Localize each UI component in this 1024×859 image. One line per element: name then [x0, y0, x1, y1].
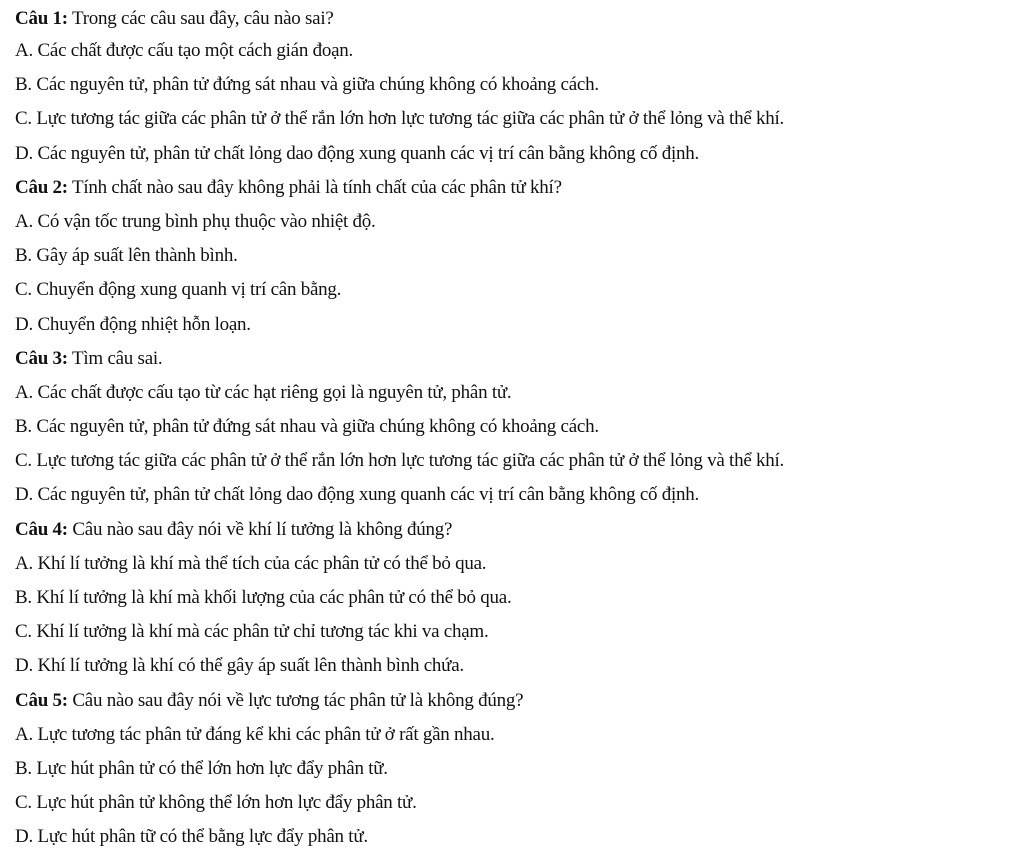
question-2-option-a: A. Có vận tốc trung bình phụ thuộc vào nhiệt độ. — [15, 210, 376, 232]
question-1-option-c: C. Lực tương tác giữa các phân tử ở thể rắn lớn hơn lực tương tác giữa các phân tử ở thể lỏng và thể khí. — [15, 108, 785, 130]
question-2-label: Câu 2: — [15, 176, 68, 198]
question-3 — [15, 342, 1024, 376]
question-2-option-b: B. Gây áp suất lên thành bình. — [15, 245, 238, 267]
question-3-label: Câu 3: — [15, 347, 68, 369]
question-1-option-a: A. Các chất được cấu tạo một cách gián đoạn. — [15, 40, 354, 61]
question-5-label: Câu 5: — [15, 689, 68, 711]
question-5-option-d: D. Lực hút phân tữ có thể bằng lực đẩy phân tử. — [15, 826, 368, 848]
question-3-text: Tìm câu sai. — [67, 347, 163, 369]
question-5-option-b: B. Lực hút phân tử có thể lớn hơn lực đẩy phân tữ. — [15, 757, 388, 779]
question-2-option-d: D. Chuyển động nhiệt hỗn loạn. — [15, 313, 251, 335]
question-4-text: Câu nào sau đây nói về khí lí tưởng là không đúng? — [67, 518, 453, 540]
question-1 — [15, 4, 1024, 34]
question-1-option-d: D. Các nguyên tử, phân tử chất lỏng dao động xung quanh các vị trí cân bằng không cố định. — [15, 142, 700, 164]
question-5-text: Câu nào sau đây nói về lực tương tác phân tử là không đúng? — [67, 689, 524, 711]
question-5 — [15, 684, 1024, 718]
question-1-text: Trong các câu sau đây, câu nào sai? — [67, 8, 334, 29]
question-4-option-c: C. Khí lí tưởng là khí mà các phân tử chỉ tương tác khi va chạm. — [15, 621, 489, 643]
question-1-option-b: B. Các nguyên tử, phân tử đứng sát nhau và giữa chúng không có khoảng cách. — [15, 74, 599, 96]
question-1-label: Câu 1: — [15, 8, 68, 29]
question-2-text: Tính chất nào sau đây không phải là tính chất của các phân tử khí? — [67, 176, 562, 198]
question-5-option-c: C. Lực hút phân tử không thể lớn hơn lực đẩy phân tử. — [15, 792, 417, 814]
question-3-option-c: C. Lực tương tác giữa các phân tử ở thể rắn lớn hơn lực tương tác giữa các phân tử ở thể lỏng và thể khí. — [15, 450, 785, 472]
question-3-option-b: B. Các nguyên tử, phân tử đứng sát nhau và giữa chúng không có khoảng cách. — [15, 416, 599, 438]
question-4-option-a: A. Khí lí tưởng là khí mà thể tích của các phân tử có thể bỏ qua. — [15, 552, 487, 574]
question-4 — [15, 513, 1024, 547]
question-5-option-a: A. Lực tương tác phân tử đáng kể khi các phân tử ở rất gần nhau. — [15, 723, 495, 745]
question-4-label: Câu 4: — [15, 518, 68, 540]
question-2 — [15, 171, 1024, 205]
question-2-option-c: C. Chuyển động xung quanh vị trí cân bằng. — [15, 279, 342, 301]
question-3-option-a: A. Các chất được cấu tạo từ các hạt riêng gọi là nguyên tử, phân tử. — [15, 381, 512, 403]
question-4-option-b: B. Khí lí tưởng là khí mà khối lượng của các phân tử có thể bỏ qua. — [15, 587, 512, 608]
question-3-option-d: D. Các nguyên tử, phân tử chất lỏng dao động xung quanh các vị trí cân bằng không cố định. — [15, 484, 700, 506]
question-4-option-d: D. Khí lí tưởng là khí có thể gây áp suất lên thành bình chứa. — [15, 655, 464, 677]
